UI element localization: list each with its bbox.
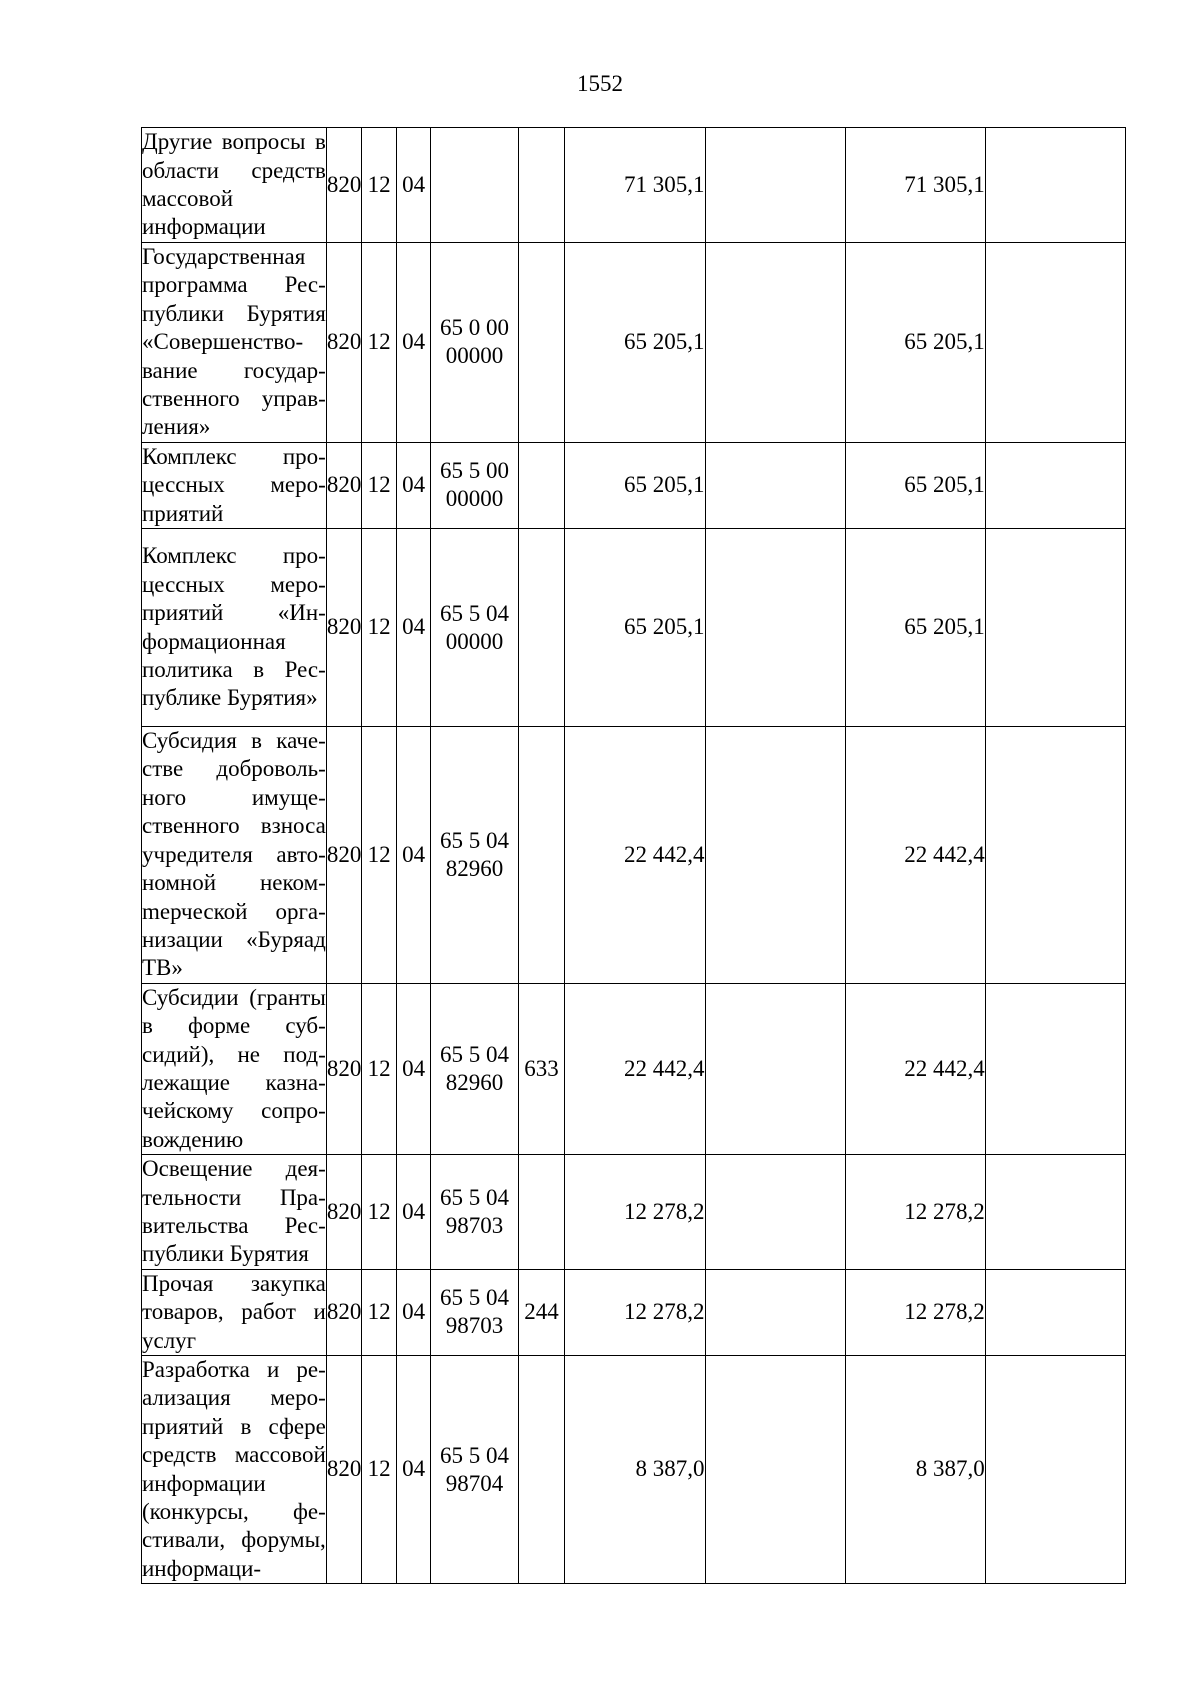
amount-cell-1: 71 305,1 (565, 128, 705, 243)
target-article-cell (431, 442, 518, 528)
row-name-cell: Комплекс процессных мероприятий «Информационная политика в Республике Бурятия» (142, 529, 327, 727)
target-article-line-2: 98704 (445, 1470, 504, 1496)
amount-cell-1: 65 205,1 (565, 243, 705, 443)
amount-cell-2 (705, 529, 845, 727)
target-article-cell (431, 983, 518, 1154)
amount-cell-1: 22 442,4 (565, 983, 705, 1154)
amount-cell-4 (985, 727, 1125, 984)
subsection-code-cell: 04 (396, 529, 431, 727)
target-article-cell (431, 727, 518, 984)
expense-type-cell: 633 (518, 983, 565, 1154)
table-row (142, 1356, 1126, 1584)
target-article-cell (431, 243, 518, 443)
subsection-code-cell: 04 (396, 1155, 431, 1270)
ved-code-cell: 820 (326, 727, 362, 984)
target-article-line-2: 98703 (445, 1212, 504, 1238)
target-article-line-2: 82960 (445, 855, 504, 881)
amount-cell-3: 12 278,2 (845, 1269, 985, 1355)
budget-table (141, 127, 1126, 1584)
row-name-cell: Субсидии (гранты в форме субсидий), не подлежащие казначейскому сопровождению (142, 983, 327, 1154)
section-code-cell: 12 (362, 529, 397, 727)
amount-cell-1: 65 205,1 (565, 529, 705, 727)
amount-cell-4 (985, 529, 1125, 727)
table-row (142, 727, 1126, 984)
target-article-cell (431, 128, 518, 243)
target-article-line-1: 65 5 04 (440, 827, 510, 853)
expense-type-cell (518, 1356, 565, 1584)
amount-cell-1: 12 278,2 (565, 1155, 705, 1270)
target-article-cell (431, 529, 518, 727)
amount-cell-2 (705, 1155, 845, 1270)
amount-cell-2 (705, 243, 845, 443)
row-name-cell: Комплекс процессных мероприятий (142, 442, 327, 528)
expense-type-cell (518, 529, 565, 727)
expense-type-cell (518, 442, 565, 528)
amount-cell-1: 65 205,1 (565, 442, 705, 528)
target-article-cell (431, 1155, 518, 1270)
ved-code-cell: 820 (326, 1155, 362, 1270)
row-name-cell: Субсидия в качестве добровольного имущественного взноса учредителя автономной некомmерческой организации «Буряад ТВ» (142, 727, 327, 984)
amount-cell-4 (985, 1269, 1125, 1355)
row-name-cell: Прочая закупка товаров, работ и услуг (142, 1269, 327, 1355)
target-article-line-1: 65 0 00 (440, 315, 510, 341)
page-number: 1552 (577, 71, 623, 96)
amount-cell-4 (985, 1155, 1125, 1270)
subsection-code-cell: 04 (396, 727, 431, 984)
subsection-code-cell: 04 (396, 243, 431, 443)
ved-code-cell: 820 (326, 442, 362, 528)
target-article-line-1: 65 5 04 (440, 1285, 510, 1311)
target-article-line-1: 65 5 00 (440, 458, 510, 484)
table-row (142, 243, 1126, 443)
target-article-line-1: 65 5 04 (440, 1184, 510, 1210)
amount-cell-3: 8 387,0 (845, 1356, 985, 1584)
amount-cell-2 (705, 983, 845, 1154)
amount-cell-2 (705, 442, 845, 528)
target-article-line-1: 65 5 04 (440, 600, 510, 626)
section-code-cell: 12 (362, 1155, 397, 1270)
subsection-code-cell: 04 (396, 128, 431, 243)
amount-cell-3: 65 205,1 (845, 529, 985, 727)
amount-cell-1: 8 387,0 (565, 1356, 705, 1584)
amount-cell-2 (705, 1269, 845, 1355)
target-article-line-2: 98703 (445, 1313, 504, 1339)
target-article-cell (431, 1356, 518, 1584)
amount-cell-1: 22 442,4 (565, 727, 705, 984)
ved-code-cell: 820 (326, 983, 362, 1154)
target-article-line-2: 00000 (445, 628, 504, 654)
expense-type-cell: 244 (518, 1269, 565, 1355)
section-code-cell: 12 (362, 128, 397, 243)
amount-cell-4 (985, 128, 1125, 243)
table-row (142, 128, 1126, 243)
section-code-cell: 12 (362, 243, 397, 443)
target-article-line-2: 82960 (445, 1069, 504, 1095)
target-article-line-2: 00000 (445, 486, 504, 512)
amount-cell-4 (985, 1356, 1125, 1584)
amount-cell-4 (985, 442, 1125, 528)
amount-cell-4 (985, 243, 1125, 443)
amount-cell-3: 12 278,2 (845, 1155, 985, 1270)
row-name-cell: Государственная программа Республики Бурятия «Совершенствование государственного управления» (142, 243, 327, 443)
ved-code-cell: 820 (326, 128, 362, 243)
section-code-cell: 12 (362, 983, 397, 1154)
amount-cell-2 (705, 1356, 845, 1584)
amount-cell-4 (985, 983, 1125, 1154)
section-code-cell: 12 (362, 442, 397, 528)
table-row (142, 529, 1126, 727)
amount-cell-2 (705, 128, 845, 243)
subsection-code-cell: 04 (396, 1356, 431, 1584)
row-name-cell: Освещение деятельности Правительства Республики Бурятия (142, 1155, 327, 1270)
expense-type-cell (518, 128, 565, 243)
section-code-cell: 12 (362, 1356, 397, 1584)
section-code-cell: 12 (362, 727, 397, 984)
ved-code-cell: 820 (326, 1269, 362, 1355)
amount-cell-3: 22 442,4 (845, 983, 985, 1154)
target-article-cell (431, 1269, 518, 1355)
section-code-cell: 12 (362, 1269, 397, 1355)
ved-code-cell: 820 (326, 243, 362, 443)
ved-code-cell: 820 (326, 1356, 362, 1584)
target-article-line-1: 65 5 04 (440, 1041, 510, 1067)
amount-cell-3: 65 205,1 (845, 442, 985, 528)
table-row (142, 983, 1126, 1154)
row-name-cell: Разработка и реализация мероприятий в сфере средств массовой информации (конкурсы, фестивали, форумы, информаци- (142, 1356, 327, 1584)
amount-cell-3: 71 305,1 (845, 128, 985, 243)
budget-table-body (142, 128, 1126, 1584)
amount-cell-3: 22 442,4 (845, 727, 985, 984)
target-article-line-1: 65 5 04 (440, 1442, 510, 1468)
amount-cell-3: 65 205,1 (845, 243, 985, 443)
expense-type-cell (518, 1155, 565, 1270)
amount-cell-1: 12 278,2 (565, 1269, 705, 1355)
ved-code-cell: 820 (326, 529, 362, 727)
table-row (142, 1269, 1126, 1355)
expense-type-cell (518, 727, 565, 984)
subsection-code-cell: 04 (396, 1269, 431, 1355)
expense-type-cell (518, 243, 565, 443)
target-article-line-2: 00000 (445, 343, 504, 369)
row-name-cell: Другие вопросы в области средств массовой информации (142, 128, 327, 243)
amount-cell-2 (705, 727, 845, 984)
table-row (142, 1155, 1126, 1270)
subsection-code-cell: 04 (396, 442, 431, 528)
subsection-code-cell: 04 (396, 983, 431, 1154)
table-row (142, 442, 1126, 528)
